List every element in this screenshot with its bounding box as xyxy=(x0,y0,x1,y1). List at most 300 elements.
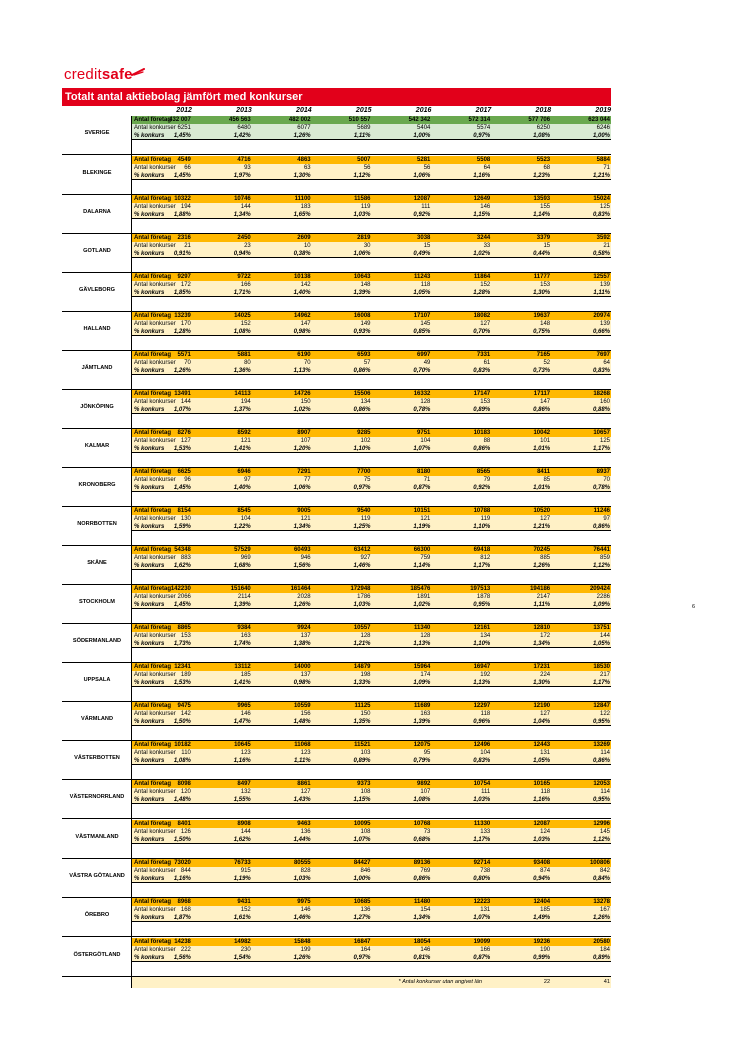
value-cell: 12496 xyxy=(473,742,491,748)
value-cell: 111 xyxy=(481,789,491,795)
value-cell: 0,87% xyxy=(413,485,431,491)
value-cell: 63 xyxy=(303,165,311,171)
value-cell: 5571 xyxy=(177,352,191,358)
value-cell: 915 xyxy=(240,868,251,874)
value-cell: 0,94% xyxy=(233,251,251,257)
value-cell: 121 xyxy=(240,438,251,444)
region-block xyxy=(62,507,611,542)
value-cell: 1,56% xyxy=(293,563,311,569)
value-cell: 0,86% xyxy=(473,446,491,452)
value-cell: 1,01% xyxy=(533,446,551,452)
value-cell: 1,16% xyxy=(473,173,491,179)
region-block xyxy=(62,585,611,620)
value-cell: 76733 xyxy=(234,860,251,866)
value-cell: 2028 xyxy=(297,594,311,600)
value-cell: 1,85% xyxy=(173,290,191,296)
value-cell: 136 xyxy=(300,829,311,835)
value-cell: 5884 xyxy=(596,157,610,163)
value-cell: 15506 xyxy=(353,391,371,397)
value-cell: 133 xyxy=(480,829,491,835)
value-cell: 1,50% xyxy=(173,719,191,725)
row-label: Antal konkurser xyxy=(134,438,176,444)
value-cell: 1,07% xyxy=(473,915,491,921)
value-cell: 0,85% xyxy=(413,329,431,335)
value-cell: 12161 xyxy=(473,625,491,631)
value-cell: 5404 xyxy=(417,125,431,131)
value-cell: 0,97% xyxy=(473,133,491,139)
region-name: JÄMTLAND xyxy=(81,365,113,371)
value-cell: 120 xyxy=(180,789,191,795)
region-separator xyxy=(62,818,611,819)
value-cell: 0,73% xyxy=(533,368,551,374)
row-label: Antal företag xyxy=(134,274,172,280)
region-separator xyxy=(62,428,611,429)
value-cell: 97 xyxy=(244,477,251,483)
region-row-bankruptcies xyxy=(132,203,611,211)
region-separator xyxy=(62,233,611,234)
region-separator xyxy=(62,976,611,977)
value-cell: 146 xyxy=(240,711,251,717)
region-block xyxy=(62,234,611,269)
value-cell: 10183 xyxy=(473,430,491,436)
value-cell: 224 xyxy=(540,672,551,678)
value-cell: 883 xyxy=(180,555,191,561)
value-cell: 14000 xyxy=(293,664,311,670)
value-cell: 0,96% xyxy=(473,719,491,725)
value-cell: 14113 xyxy=(234,391,251,397)
region-separator xyxy=(62,858,611,859)
value-cell: 1,28% xyxy=(473,290,491,296)
value-cell: 21 xyxy=(184,243,191,249)
value-cell: 156 xyxy=(300,711,311,717)
value-cell: 1,26% xyxy=(293,602,311,608)
value-cell: 57529 xyxy=(234,547,251,553)
footer-row xyxy=(132,977,611,988)
region-block xyxy=(62,156,611,191)
value-cell: 2286 xyxy=(596,594,610,600)
row-label: % konkurs xyxy=(134,368,165,374)
row-label: Antal konkurser xyxy=(134,165,176,171)
value-cell: 127 xyxy=(540,711,551,717)
value-cell: 12649 xyxy=(473,196,491,202)
value-cell: 123 xyxy=(300,750,311,756)
value-cell: 70245 xyxy=(533,547,551,553)
value-cell: 0,92% xyxy=(473,485,491,491)
region-name: VÄSTERNORRLAND xyxy=(69,794,125,800)
region-row-percent xyxy=(132,406,611,414)
value-cell: 7165 xyxy=(536,352,551,358)
value-cell: 1,33% xyxy=(353,680,371,686)
value-cell: 1,34% xyxy=(413,915,431,921)
region-row-percent xyxy=(132,328,611,336)
value-cell: 9373 xyxy=(357,781,371,787)
region-row-companies xyxy=(132,195,611,203)
value-cell: 859 xyxy=(599,555,610,561)
region-row-companies xyxy=(132,546,611,554)
row-label: Antal företag xyxy=(134,157,172,163)
value-cell: 2316 xyxy=(177,235,191,241)
value-cell: 9384 xyxy=(237,625,251,631)
value-cell: 15024 xyxy=(593,196,610,202)
year-header-row xyxy=(132,106,611,116)
value-cell: 1,17% xyxy=(473,837,491,843)
row-label: % konkurs xyxy=(134,173,165,179)
value-cell: 128 xyxy=(360,633,371,639)
value-cell: 1,55% xyxy=(233,797,251,803)
value-cell: 170 xyxy=(180,321,191,327)
value-cell: 60493 xyxy=(293,547,311,553)
value-cell: 12996 xyxy=(593,821,610,827)
row-label: % konkurs xyxy=(134,955,165,961)
value-cell: 1,11% xyxy=(353,133,371,139)
value-cell: 0,86% xyxy=(413,876,431,882)
value-cell: 104 xyxy=(480,750,491,756)
value-cell: 13239 xyxy=(174,313,191,319)
value-cell: 10165 xyxy=(533,781,551,787)
value-cell: 11340 xyxy=(414,625,431,631)
value-cell: 9285 xyxy=(357,430,371,436)
value-cell: 432 007 xyxy=(169,117,191,123)
value-cell: 10754 xyxy=(473,781,491,787)
value-cell: 946 xyxy=(300,555,311,561)
value-cell: 70 xyxy=(603,477,610,483)
value-cell: 153 xyxy=(180,633,191,639)
value-cell: 12557 xyxy=(593,274,610,280)
region-block xyxy=(62,859,611,894)
region-row-bankruptcies xyxy=(132,398,611,406)
value-cell: 131 xyxy=(540,750,551,756)
value-cell: 7331 xyxy=(476,352,491,358)
value-cell: 1,05% xyxy=(592,641,610,647)
value-cell: 0,86% xyxy=(592,758,610,764)
row-label: Antal företag xyxy=(134,313,172,319)
row-label: Antal företag xyxy=(134,469,172,475)
value-cell: 12087 xyxy=(533,821,551,827)
value-cell: 126 xyxy=(180,829,191,835)
value-cell: 121 xyxy=(300,516,311,522)
value-cell: 160 xyxy=(599,399,610,405)
value-cell: 73 xyxy=(423,829,431,835)
value-cell: 145 xyxy=(599,829,610,835)
value-cell: 54348 xyxy=(174,547,191,553)
value-cell: 0,49% xyxy=(413,251,431,257)
value-cell: 85 xyxy=(543,477,551,483)
value-cell: 3592 xyxy=(596,235,610,241)
value-cell: 8907 xyxy=(297,430,311,436)
side-page-number: 6 xyxy=(692,604,696,610)
value-cell: 12847 xyxy=(593,703,610,709)
row-label: % konkurs xyxy=(134,133,165,139)
region-row-companies xyxy=(132,234,611,242)
value-cell: 152 xyxy=(240,321,251,327)
value-cell: 93408 xyxy=(533,860,551,866)
value-cell: 1,12% xyxy=(592,837,610,843)
region-separator xyxy=(62,662,611,663)
row-label: Antal konkurser xyxy=(134,243,176,249)
value-cell: 12190 xyxy=(533,703,551,709)
value-cell: 19637 xyxy=(533,313,551,319)
value-cell: 12075 xyxy=(413,742,431,748)
value-cell: 2819 xyxy=(357,235,371,241)
value-cell: 111 xyxy=(421,204,431,210)
value-cell: 194 xyxy=(240,399,251,405)
value-cell: 1,59% xyxy=(173,524,191,530)
value-cell: 14238 xyxy=(174,939,191,945)
value-cell: 14025 xyxy=(234,313,251,319)
row-label: % konkurs xyxy=(134,329,165,335)
region-block xyxy=(62,741,611,776)
region-separator xyxy=(62,740,611,741)
region-row-percent xyxy=(132,757,611,765)
value-cell: 1,47% xyxy=(233,719,251,725)
value-cell: 1,03% xyxy=(353,212,371,218)
row-label: Antal konkurser xyxy=(134,516,176,522)
value-cell: 1,03% xyxy=(533,837,551,843)
value-cell: 9751 xyxy=(417,430,431,436)
row-label: Antal företag xyxy=(134,625,172,631)
value-cell: 1,54% xyxy=(233,955,251,961)
value-cell: 969 xyxy=(240,555,251,561)
value-cell: 104 xyxy=(420,438,431,444)
value-cell: 8497 xyxy=(237,781,251,787)
value-cell: 6190 xyxy=(297,352,311,358)
row-label: Antal företag xyxy=(134,430,172,436)
region-block xyxy=(62,351,611,386)
value-cell: 572 314 xyxy=(468,117,491,123)
region-row-bankruptcies xyxy=(132,359,611,367)
value-cell: 1,39% xyxy=(413,719,431,725)
value-cell: 0,84% xyxy=(592,876,610,882)
value-cell: 166 xyxy=(480,947,491,953)
value-cell: 148 xyxy=(540,321,551,327)
value-cell: 12223 xyxy=(473,899,491,905)
value-cell: 0,68% xyxy=(413,837,431,843)
value-cell: 1,02% xyxy=(473,251,491,257)
region-row-percent xyxy=(132,836,611,844)
value-cell: 6593 xyxy=(357,352,371,358)
value-cell: 1,10% xyxy=(473,524,491,530)
value-cell: 56 xyxy=(363,165,371,171)
row-label: Antal företag xyxy=(134,508,172,514)
value-cell: 0,86% xyxy=(533,407,551,413)
region-row-companies xyxy=(132,663,611,671)
value-cell: 70 xyxy=(184,360,191,366)
value-cell: 127 xyxy=(180,438,191,444)
value-cell: 0,66% xyxy=(592,329,610,335)
value-cell: 1,27% xyxy=(353,915,371,921)
value-cell: 1,74% xyxy=(233,641,251,647)
region-block xyxy=(62,898,611,933)
row-label: Antal konkurser xyxy=(134,282,176,288)
value-cell: 769 xyxy=(420,868,431,874)
row-label: % konkurs xyxy=(134,641,165,647)
value-cell: 150 xyxy=(300,399,311,405)
value-cell: 1,14% xyxy=(533,212,551,218)
value-cell: 1,17% xyxy=(592,446,610,452)
value-cell: 0,86% xyxy=(592,524,610,530)
region-row-percent xyxy=(132,132,611,140)
region-separator xyxy=(62,584,611,585)
region-row-percent xyxy=(132,875,611,883)
value-cell: 10182 xyxy=(174,742,191,748)
value-cell: 1,03% xyxy=(353,602,371,608)
value-cell: 18082 xyxy=(473,313,491,319)
value-cell: 1,26% xyxy=(592,915,610,921)
value-cell: 189 xyxy=(180,672,191,678)
value-cell: 7697 xyxy=(596,352,610,358)
region-block xyxy=(62,624,611,659)
value-cell: 145 xyxy=(420,321,431,327)
value-cell: 17107 xyxy=(413,313,431,319)
row-label: % konkurs xyxy=(134,485,165,491)
value-cell: 1,09% xyxy=(413,680,431,686)
creditsafe-logo xyxy=(64,66,133,83)
value-cell: 144 xyxy=(180,399,191,405)
region-row-bankruptcies xyxy=(132,281,611,289)
value-cell: 61 xyxy=(483,360,491,366)
region-block xyxy=(62,702,611,737)
region-row-companies xyxy=(132,702,611,710)
value-cell: 1,05% xyxy=(533,758,551,764)
value-cell: 9005 xyxy=(297,508,311,514)
value-cell: 1,25% xyxy=(353,524,371,530)
region-separator xyxy=(62,623,611,624)
value-cell: 152 xyxy=(480,282,491,288)
region-row-bankruptcies xyxy=(132,515,611,523)
value-cell: 1,04% xyxy=(533,719,551,725)
value-cell: 12810 xyxy=(533,625,551,631)
value-cell: 95 xyxy=(423,750,431,756)
value-cell: 1,15% xyxy=(473,212,491,218)
value-cell: 1,16% xyxy=(173,876,191,882)
value-cell: 5689 xyxy=(357,125,371,131)
value-cell: 0,86% xyxy=(353,407,371,413)
value-cell: 5508 xyxy=(476,157,491,163)
region-row-companies xyxy=(132,938,611,946)
value-cell: 8411 xyxy=(537,469,551,475)
row-label: Antal företag xyxy=(134,586,172,592)
value-cell: 0,83% xyxy=(592,368,610,374)
value-cell: 1,19% xyxy=(413,524,431,530)
value-cell: 1,42% xyxy=(233,133,251,139)
value-cell: 10746 xyxy=(234,196,251,202)
region-row-bankruptcies xyxy=(132,749,611,757)
region-row-bankruptcies xyxy=(132,906,611,914)
region-row-percent xyxy=(132,445,611,453)
region-row-bankruptcies xyxy=(132,867,611,875)
value-cell: 172 xyxy=(180,282,191,288)
value-cell: 10788 xyxy=(473,508,491,514)
year-header-cell: 2014 xyxy=(296,107,312,114)
value-cell: 10 xyxy=(303,243,311,249)
region-row-companies xyxy=(132,820,611,828)
value-cell: 1,28% xyxy=(173,329,191,335)
value-cell: 12443 xyxy=(533,742,551,748)
row-label: Antal företag xyxy=(134,547,172,553)
value-cell: 93 xyxy=(244,165,251,171)
value-cell: 1,21% xyxy=(592,173,610,179)
value-cell: 6946 xyxy=(237,469,251,475)
value-cell: 1,11% xyxy=(533,602,551,608)
value-cell: 738 xyxy=(480,868,491,874)
value-cell: 1786 xyxy=(357,594,371,600)
value-cell: 1,05% xyxy=(413,290,431,296)
value-cell: 1,71% xyxy=(233,290,251,296)
region-row-bankruptcies xyxy=(132,828,611,836)
value-cell: 1,12% xyxy=(592,563,610,569)
value-cell: 131 xyxy=(480,907,491,913)
value-cell: 88 xyxy=(483,438,491,444)
region-row-percent xyxy=(132,211,611,219)
value-cell: 1,46% xyxy=(353,563,371,569)
value-cell: 1,08% xyxy=(173,758,191,764)
region-row-companies xyxy=(132,312,611,320)
value-cell: 10095 xyxy=(353,821,371,827)
value-cell: 1,02% xyxy=(293,407,311,413)
value-cell: 66 xyxy=(184,165,191,171)
row-label: Antal företag xyxy=(134,117,172,123)
value-cell: 146 xyxy=(300,907,311,913)
value-cell: 8401 xyxy=(177,821,191,827)
region-separator xyxy=(62,545,611,546)
region-name: NORRBOTTEN xyxy=(77,521,117,527)
row-label: Antal konkurser xyxy=(134,360,176,366)
value-cell: 15 xyxy=(423,243,431,249)
value-cell: 0,79% xyxy=(413,758,431,764)
value-cell: 144 xyxy=(240,204,251,210)
row-label: Antal företag xyxy=(134,352,172,358)
row-label: Antal konkurser xyxy=(134,321,176,327)
year-header-cell: 2019 xyxy=(595,107,611,114)
value-cell: 163 xyxy=(240,633,251,639)
region-name: ÖSTERGÖTLAND xyxy=(73,952,121,958)
value-cell: 1,53% xyxy=(173,680,191,686)
value-cell: 844 xyxy=(180,868,191,874)
value-cell: 8968 xyxy=(177,899,191,905)
value-cell: 17147 xyxy=(473,391,491,397)
row-label: Antal företag xyxy=(134,235,172,241)
value-cell: 759 xyxy=(420,555,431,561)
value-cell: 0,92% xyxy=(413,212,431,218)
region-name: KRONOBERG xyxy=(78,482,116,488)
value-cell: 10559 xyxy=(293,703,311,709)
value-cell: 9297 xyxy=(177,274,191,280)
value-cell: 132 xyxy=(240,789,251,795)
region-block xyxy=(62,273,611,308)
value-cell: 134 xyxy=(480,633,491,639)
value-cell: 154 xyxy=(420,907,431,913)
value-cell: 6251 xyxy=(177,125,191,131)
value-cell: 1,62% xyxy=(173,563,191,569)
region-name: KALMAR xyxy=(84,443,110,449)
value-cell: 1891 xyxy=(417,594,431,600)
value-cell: 1,11% xyxy=(294,758,311,764)
value-cell: 107 xyxy=(300,438,311,444)
value-cell: 76441 xyxy=(593,547,610,553)
value-cell: 64 xyxy=(483,165,491,171)
region-row-companies xyxy=(132,468,611,476)
value-cell: 15964 xyxy=(413,664,431,670)
value-cell: 52 xyxy=(543,360,551,366)
value-cell: 33 xyxy=(483,243,491,249)
value-cell: 5574 xyxy=(476,125,491,131)
value-cell: 1,45% xyxy=(173,485,191,491)
value-cell: 0,94% xyxy=(533,876,551,882)
value-cell: 119 xyxy=(360,516,371,522)
row-label: % konkurs xyxy=(134,680,165,686)
value-cell: 2114 xyxy=(237,594,251,600)
value-cell: 18054 xyxy=(413,939,431,945)
